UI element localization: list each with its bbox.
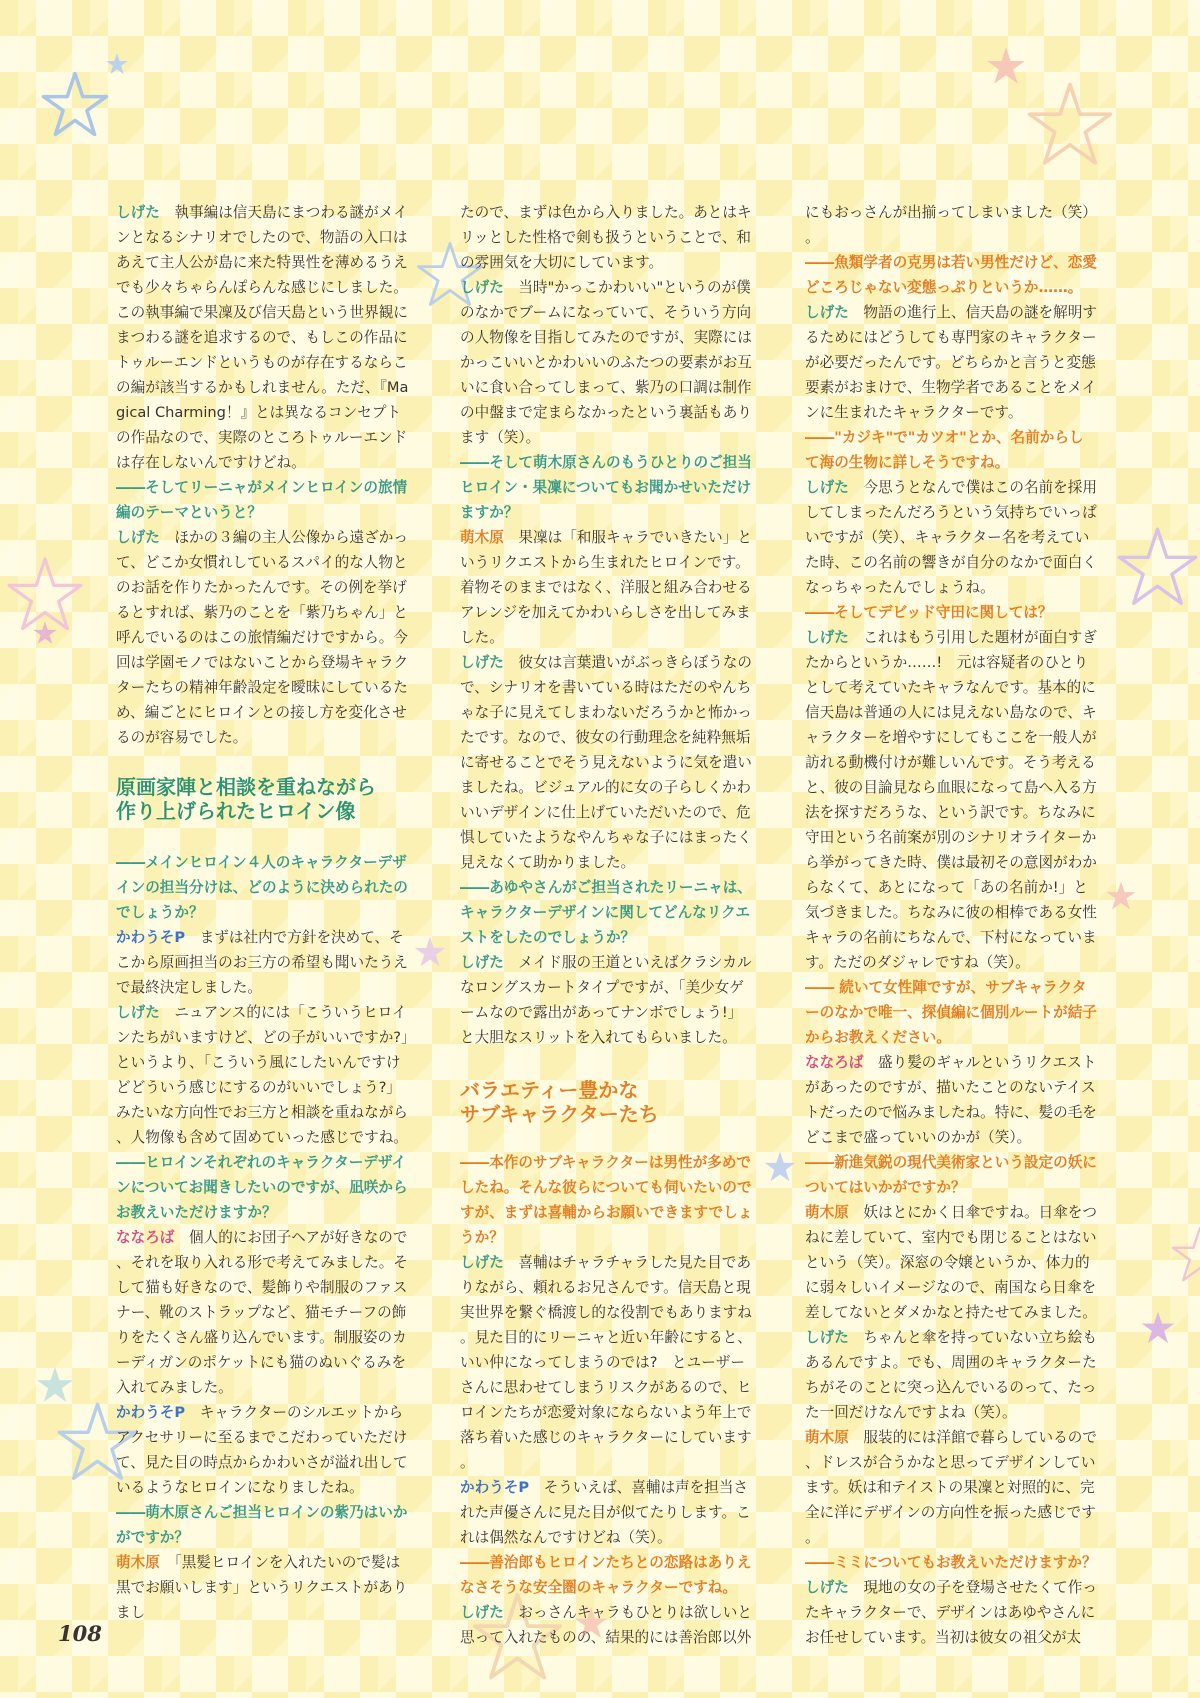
speaker-name: しげた — [460, 279, 504, 296]
answer-text: 今思うとなんで僕はこの名前を採用してしまったんだろうという気持ちでいっぱいですが（笑）、キャラクター名を考えていた時、この名前の響きが自分のなかで面白くなっちゃったんでしょうね。 — [805, 479, 1097, 596]
speaker-name: しげた — [805, 1579, 849, 1596]
speaker-name: しげた — [805, 479, 849, 496]
speaker-name: しげた — [460, 1254, 504, 1271]
interview-question: ――メインヒロイン４人のキャラクターデザインの担当分けは、どのように決められたのでしょうか？ — [116, 854, 408, 921]
speaker-name: しげた — [460, 954, 504, 971]
answer-text: まずは社内で方針を決めて、そこから原画担当のお三方の希望も聞いたうえで最終決定しました。 — [116, 929, 408, 996]
star-outline-icon — [1170, 1225, 1200, 1285]
answer-text: 物語の進行上、信天島の謎を解明するためにはどうしても専門家のキャラクターが必要だったんです。どちらかと言うと変態要素がおまけで、生物学者であることをメインに生まれたキャラクターです。 — [805, 304, 1097, 421]
interview-answer — [460, 950, 753, 1050]
star-icon — [763, 1150, 797, 1184]
star-outline-icon — [1115, 525, 1200, 610]
answer-text: 「黒髪ヒロインを入れたいので髪は黒でお願いします」というリクエストがありまし — [116, 1554, 408, 1621]
interview-answer — [805, 625, 1098, 975]
answer-text: 執事編は信天島にまつわる謎がメインとなるシナリオでしたので、物語の入口はあえて主人公が島に来た特異性を薄めるうえでも少々ちゃらんぽらんな感じにしました。この執事編で果凜及び信天島という世界観にまつわる謎を追求するので、もしこの作品にトゥルーエンドというものが存在するならこの編が該当するかもしれません。ただ、『Magical Charming！』とは異なるコンセプトの作品なので、実際のところトゥルーエンドは存在しないんですけどね。 — [116, 204, 409, 471]
interview-answer — [805, 1425, 1098, 1550]
answer-text: にもおっさんが出揃ってしまいました（笑）。 — [805, 204, 1090, 246]
interview-answer — [460, 1250, 753, 1475]
speaker-name: かわうそP — [116, 929, 186, 946]
answer-text: 盛り髪のギャルというリクエストがあったのですが、描いたことのないテイストだったので悩みましたね。特に、髪の毛をどこまで盛っていいのかが（笑）。 — [805, 1054, 1097, 1146]
interview-answer — [805, 1050, 1098, 1150]
interview-answer — [805, 200, 1098, 250]
section-heading — [460, 1078, 753, 1126]
answer-text: メイド服の王道といえばクラシカルなロングスカートタイプですが、「美少女ゲームなので露出があってナンボでしょう!」と大胆なスリットを入れてもらいました。 — [460, 954, 752, 1046]
interview-question: ―― 続いて女性陣ですが、サブキャラクターのなかで唯一、探偵編に個別ルートが結子からお教えください。 — [805, 979, 1097, 1046]
interview-question: ――善治郎もヒロインたちとの恋路はありえなさそうな安全圏のキャラクターですね。 — [460, 1554, 752, 1596]
interview-question: ――"カジキ"で"カツオ"とか、名前からして海の生物に詳しそうですね。 — [805, 429, 1084, 471]
interview-question: ――そしてリーニャがメインヒロインの旅情編のテーマというと？ — [116, 479, 408, 521]
article-column-right — [805, 200, 1098, 1650]
interview-answer — [116, 1225, 409, 1400]
answer-text: 喜輔はチャラチャラした見た目でありながら、頼れるお兄さんです。信天島と現実世界を繋ぐ橋渡し的な役割でもありますね。見た目的にリーニャと近い年齢にすると、いい仲になってしまうのでは? とユーザーさんに思わせてしまうリスクがあるので、ヒロインたちが恋愛対象にならないよう年上で落ち着いた感じのキャラクターにしています。 — [460, 1254, 752, 1471]
answer-text: そういえば、喜輔は声を担当された声優さんに見た目が似てたりします。これは偶然なんですけどね（笑）。 — [460, 1479, 751, 1546]
section-heading — [116, 775, 409, 823]
star-outline-icon — [40, 70, 110, 140]
answer-text: おっさんキャラもひとりは欲しいと思って入れたものの、結果的には善治郎以外 — [460, 1604, 752, 1646]
interview-question: ――そしてデビッド守田に関しては？ — [805, 604, 1053, 621]
section-heading-line: バラエティー豊かな — [460, 1078, 639, 1102]
interview-question: ――萌木原さんご担当ヒロインの紫乃はいかがですか？ — [116, 1504, 408, 1546]
answer-text: 服装的には洋館で暮らしているので、ドレスが合うかなと思ってデザインしています。妖は和テイストの果凜と対照的に、完全に洋にデザインの方向性を振った感じです。 — [805, 1429, 1097, 1546]
speaker-name: しげた — [116, 1004, 160, 1021]
interview-question: ――あゆやさんがご担当されたリーニャは、キャラクターデザインに関してどんなリクエストをしたのでしょうか？ — [460, 879, 752, 946]
answer-text: キャラクターのシルエットからアクセサリーに至るまでこだわっていただけて、見た目の時点からかわいさが溢れ出しているようなヒロインになりましたね。 — [116, 1404, 408, 1496]
speaker-name: 萌木原 — [805, 1204, 849, 1221]
interview-question: ――ヒロインそれぞれのキャラクターデザインについてお聞きしたいのですが、凪咲からお教えいただけますか？ — [116, 1154, 408, 1221]
interview-answer — [805, 1200, 1098, 1325]
page-number: 108 — [58, 1621, 102, 1646]
interview-question: ――魚類学者の克男は若い男性だけど、恋愛どころじゃない変態っぷりというか……。 — [805, 254, 1097, 296]
speaker-name: ななろば — [805, 1054, 864, 1071]
star-icon — [35, 1365, 75, 1405]
interview-question: ――本作のサブキャラクターは男性が多めでしたね。そんな彼らについても伺いたいのですが、まずは喜輔からお願いできますでしょうか？ — [460, 1154, 753, 1246]
speaker-name: しげた — [460, 654, 504, 671]
speaker-name: しげた — [805, 304, 849, 321]
star-icon — [32, 620, 58, 646]
answer-text: これはもう引用した題材が面白すぎたからというか……! 元は容疑者のひとりとして考えていたキャラなんです。基本的に信天島は普通の人には見えない島なので、キャラクターを増やすにしてもここを一般人が訪れる動機付けが難しいんです。そう考えると、彼の目論見なら血眼になって島へ入る方法を探すだろうな、という訳です。ちなみに守田という名前案が別のシナリオライターから挙がってきた時、僕は最初その意図がわからなくて、あとになって「あの名前か!」と気づきました。ちなみに彼の相棒である女性キャラの名前にちなんで、下村になっています。ただのダジャレですね（笑）。 — [805, 629, 1097, 971]
speaker-name: しげた — [460, 1604, 504, 1621]
answer-text: ちゃんと傘を持っていない立ち絵もあるんですよ。でも、周囲のキャラクターたちがそのことに突っ込んでいるのって、たった一回だけなんですよね（笑）。 — [805, 1329, 1097, 1421]
answer-text: ニュアンス的には「こういうヒロインたちがいますけど、どの子がいいですか?」というより、「こういう風にしたいんですけどどういう感じにするのがいいでしょう?」みたいな方向性でお三方と相談を重ねながら、人物像も含めて固めていった感じですね。 — [116, 1004, 409, 1146]
speaker-name: ななろば — [116, 1229, 175, 1246]
interview-answer — [460, 650, 753, 875]
answer-text: 現地の女の子を登場させたくて作ったキャラクターで、デザインはあゆやさんにお任せしています。当初は彼女の祖父が太 — [805, 1579, 1097, 1646]
interview-answer — [116, 1550, 409, 1625]
interview-answer — [116, 525, 409, 750]
interview-answer — [805, 300, 1098, 425]
interview-answer — [805, 1575, 1098, 1650]
interview-answer — [116, 925, 409, 1000]
section-heading-line: サブキャラクターたち — [460, 1102, 659, 1126]
answer-text: ほかの３編の主人公像から遠ざかって、どこか女慣れしているスパイ的な人物とのお話を作りたかったんです。その例を挙げるとすれば、紫乃のことを「紫乃ちゃん」と呼んでいるのはこの旅情編だけですから。今回は学園モノではないことから登場キャラクターたちの精神年齢設定を曖昧にしているため、編ごとにヒロインとの接し方を変化させるのが容易でした。 — [116, 529, 409, 746]
article-column-left — [116, 200, 409, 1625]
answer-text: たので、まずは色から入りました。あとはキリッとした性格で剣も扱うということで、和の雰囲気を大切にしています。 — [460, 204, 752, 271]
article-column-middle — [460, 200, 753, 1650]
answer-text: 個人的にお団子ヘアが好きなので、それを取り入れる形で考えてみました。そして猫も好きなので、髪飾りや制服のファスナー、靴のストラップなど、猫モチーフの飾りをたくさん盛り込んでいます。制服姿のカーディガンのポケットにも猫のぬいぐるみを入れてみました。 — [116, 1229, 408, 1396]
speaker-name: 萌木原 — [460, 529, 504, 546]
interview-answer — [460, 525, 753, 650]
interview-answer — [116, 1000, 409, 1150]
interview-answer — [460, 275, 753, 450]
answer-text: 当時"かっこかわいい"というのが僕のなかでブームになっていて、そういう方向の人物像を目指してみたのですが、実際にはかっこいいとかわいいのふたつの要素がお互いに食い合ってしまって、紫乃の口調は制作の中盤まで定まらなかったという裏話もあります（笑）。 — [460, 279, 752, 446]
interview-question: ――新進気鋭の現代美術家という設定の妖についてはいかがですか？ — [805, 1154, 1097, 1196]
speaker-name: かわうそP — [460, 1479, 530, 1496]
interview-question: ――そして萌木原さんのもうひとりのご担当ヒロイン・果凜についてもお聞かせいただけますか？ — [460, 454, 752, 521]
star-icon — [105, 52, 129, 76]
interview-answer — [116, 1400, 409, 1500]
interview-answer — [460, 1475, 753, 1550]
interview-answer — [805, 1325, 1098, 1425]
speaker-name: しげた — [805, 1329, 849, 1346]
interview-question: ――ミミについてもお教えいただけますか？ — [805, 1554, 1097, 1571]
speaker-name: かわうそP — [116, 1404, 186, 1421]
star-icon — [1140, 1310, 1176, 1346]
answer-text: 果凜は「和服キャラでいきたい」というリクエストから生まれたヒロインです。着物そのままではなく、洋服と組み合わせるアレンジを加えてかわいらしさを出してみました。 — [460, 529, 752, 646]
section-heading-line: 作り上げられたヒロイン像 — [116, 799, 356, 823]
speaker-name: しげた — [116, 204, 160, 221]
interview-answer — [460, 200, 753, 275]
star-icon — [1105, 880, 1137, 912]
speaker-name: 萌木原 — [805, 1429, 849, 1446]
star-icon — [413, 935, 447, 969]
interview-answer — [116, 200, 409, 475]
answer-text: 妖はとにかく日傘ですね。日傘をつねに差していて、室内でも閉じることはないという（笑）。深窓の令嬢というか、体力的に弱々しいイメージなので、南国なら日傘を差してないとダメかなと持たせてみました。 — [805, 1204, 1097, 1321]
answer-text: 彼女は言葉遣いがぶっきらぼうなので、シナリオを書いている時はただのやんちゃな子に見えてしまわないだろうかと怖かったです。なので、彼女の行動理念を純粋無垢に寄せることでそう見えないように気を遣いましたね。ビジュアル的に女の子らしくかわいいデザインに仕上げていただいたので、危惧していたようなやんちゃな子にはまったく見えなくて助かりました。 — [460, 654, 752, 871]
interview-answer — [460, 1600, 753, 1650]
speaker-name: しげた — [116, 529, 160, 546]
section-heading-line: 原画家陣と相談を重ねながら — [116, 775, 376, 799]
speaker-name: しげた — [805, 629, 849, 646]
interview-answer — [805, 475, 1098, 600]
star-outline-icon — [1025, 80, 1115, 170]
speaker-name: 萌木原 — [116, 1554, 160, 1571]
star-icon — [985, 45, 1027, 87]
